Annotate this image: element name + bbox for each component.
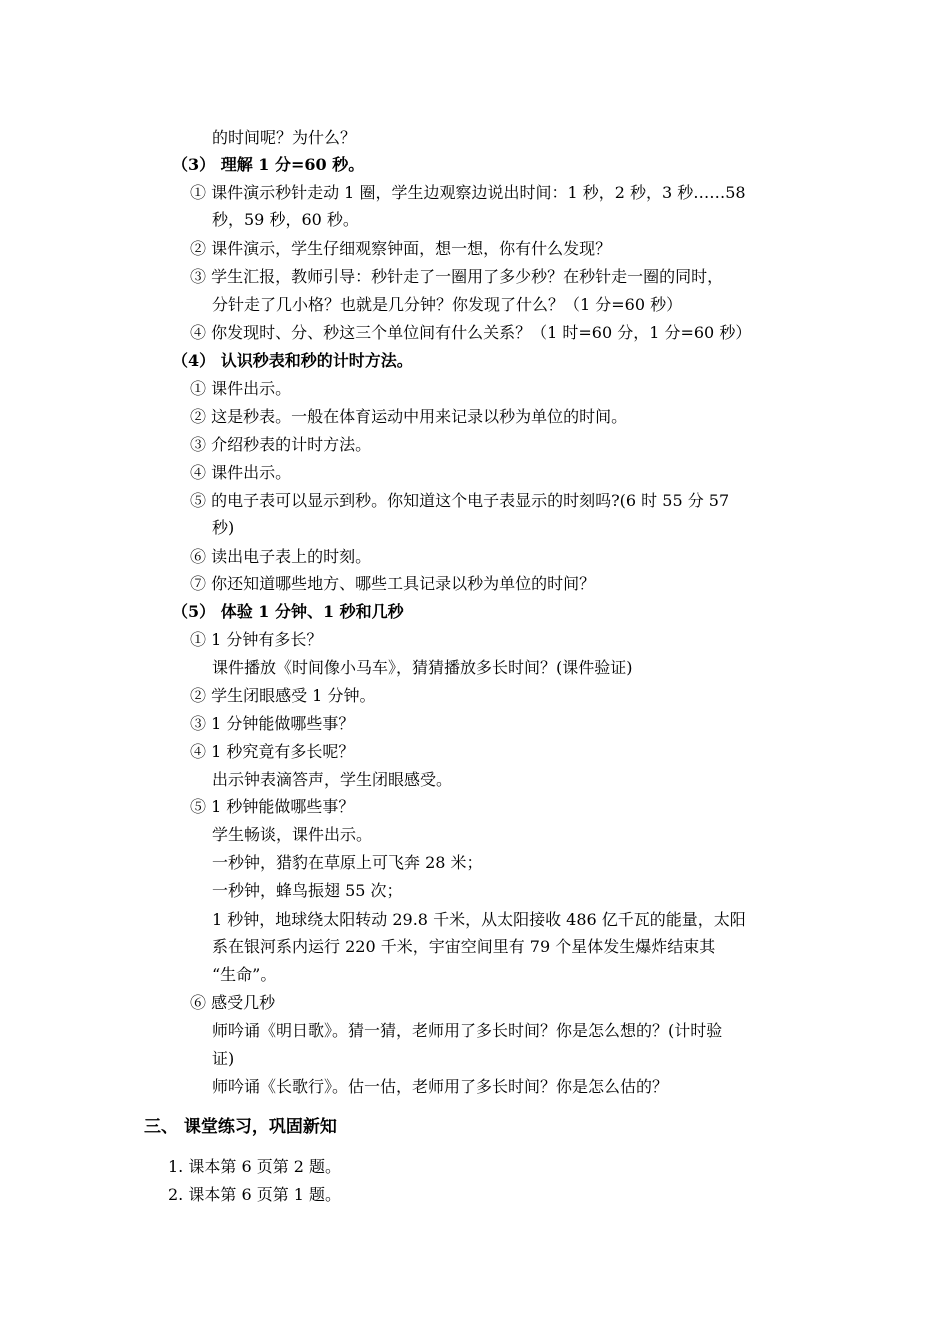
list-item: ① 课件演示秒针走动 1 圈，学生边观察边说出时间：1 秒，2 秒，3 秒……58: [190, 183, 746, 202]
section-heading: 三、 课堂练习，巩固新知: [144, 1117, 337, 1137]
subsection-heading: （3） 理解 1 分=60 秒。: [172, 155, 365, 174]
text-line: 的时间呢？为什么？: [212, 128, 357, 147]
text-line: 师吟诵《明日歌》。猜一猜，老师用了多长时间？你是怎么想的？(计时验: [212, 1021, 723, 1040]
text-line: 师吟诵《长歌行》。估一估，老师用了多长时间？你是怎么估的？: [212, 1077, 669, 1096]
text-line: 一秒钟，蜂鸟振翅 55 次；: [212, 881, 403, 900]
text-line: 系在银河系内运行 220 千米，宇宙空间里有 79 个星体发生爆炸结束其: [212, 937, 716, 956]
text-line: 一秒钟，猎豹在草原上可飞奔 28 米；: [212, 853, 483, 872]
list-item: ④ 1 秒究竟有多长呢？: [190, 742, 355, 761]
list-item: ④ 你发现时、分、秒这三个单位间有什么关系？（1 时=60 分，1 分=60 秒）: [190, 323, 752, 342]
text-line: 秒，59 秒，60 秒。: [212, 210, 359, 229]
list-item: ① 1 分钟有多长？: [190, 630, 323, 649]
list-item: ④ 课件出示。: [190, 463, 292, 482]
list-item: ② 课件演示，学生仔细观察钟面，想一想，你有什么发现？: [190, 239, 612, 258]
list-item: ① 课件出示。: [190, 379, 292, 398]
text-line: 1 秒钟，地球绕太阳转动 29.8 千米，从太阳接收 486 亿千瓦的能量，太阳: [212, 910, 746, 929]
list-item: ③ 介绍秒表的计时方法。: [190, 435, 372, 454]
list-item: ② 学生闭眼感受 1 分钟。: [190, 686, 376, 705]
text-line: 秒): [212, 518, 235, 537]
text-line: 学生畅谈，课件出示。: [212, 825, 373, 844]
list-item: ⑤ 的电子表可以显示到秒。你知道这个电子表显示的时刻吗?(6 时 55 分 57: [190, 491, 730, 510]
list-item: 1. 课本第 6 页第 2 题。: [168, 1157, 342, 1176]
list-item: ⑥ 感受几秒: [190, 993, 276, 1012]
list-item: ③ 1 分钟能做哪些事？: [190, 714, 355, 733]
list-item: 2. 课本第 6 页第 1 题。: [168, 1185, 342, 1204]
list-item: ③ 学生汇报，教师引导：秒针走了一圈用了多少秒？在秒针走一圈的同时，: [190, 267, 724, 286]
list-item: ② 这是秒表。一般在体育运动中用来记录以秒为单位的时间。: [190, 407, 628, 426]
text-line: 出示钟表滴答声，学生闭眼感受。: [212, 770, 453, 789]
text-line: 课件播放《时间像小马车》，猜猜播放多长时间？(课件验证): [212, 658, 633, 677]
text-line: 证): [212, 1049, 235, 1068]
text-line: “生命”。: [212, 965, 277, 984]
subsection-heading: （5） 体验 1 分钟、1 秒和几秒: [172, 602, 404, 621]
list-item: ⑥ 读出电子表上的时刻。: [190, 547, 372, 566]
subsection-heading: （4） 认识秒表和秒的计时方法。: [172, 351, 413, 370]
text-line: 分针走了几小格？也就是几分钟？你发现了什么？（1 分=60 秒）: [212, 295, 683, 314]
list-item: ⑦ 你还知道哪些地方、哪些工具记录以秒为单位的时间？: [190, 574, 596, 593]
list-item: ⑤ 1 秒钟能做哪些事？: [190, 797, 355, 816]
